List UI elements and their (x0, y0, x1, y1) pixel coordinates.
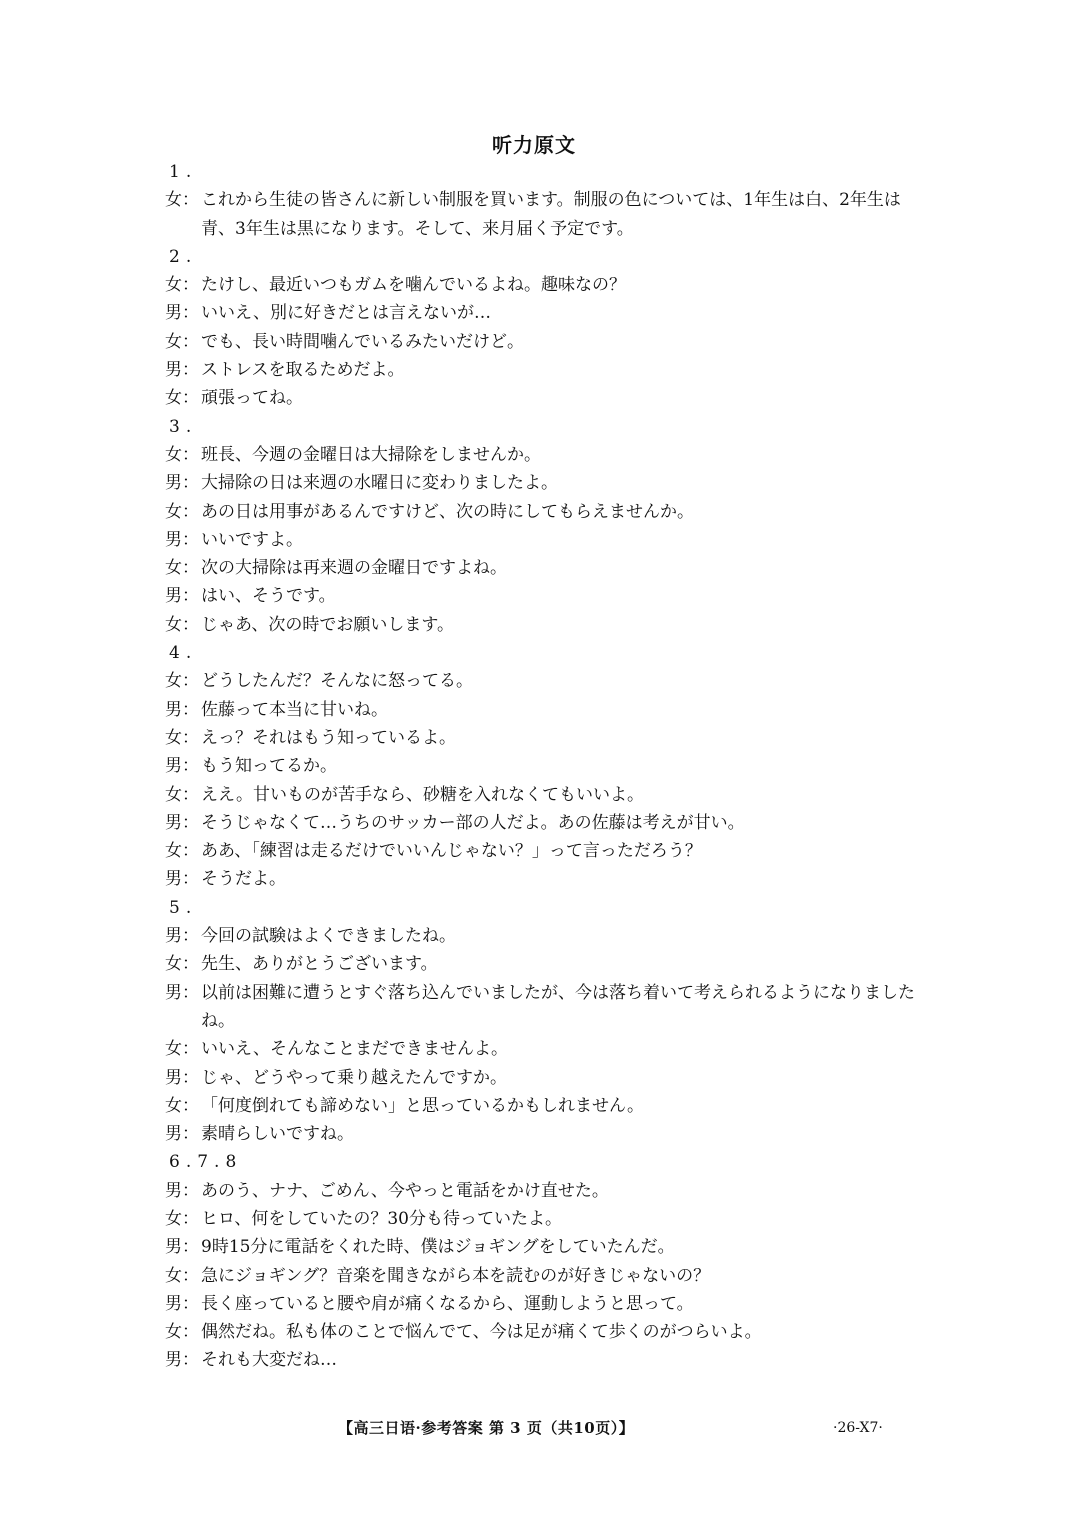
speaker-label: 女： (165, 558, 199, 579)
dialogue-text: 長く座っていると腰や肩が痛くなるから、運動しようと思って。 (201, 1293, 694, 1314)
dialogue-text: いいですよ。 (201, 529, 303, 550)
dialogue-line (165, 950, 925, 978)
speaker-label: 男： (165, 869, 199, 890)
dialogue-line (165, 837, 925, 865)
dialogue-line (165, 1120, 925, 1148)
speaker-label: 女： (165, 1208, 199, 1229)
speaker-label: 男： (165, 1180, 199, 1201)
footer-code: ·26-X7· (833, 1420, 883, 1436)
dialogue-line (165, 809, 925, 837)
speaker-label: 女： (165, 954, 199, 975)
speaker-label: 男： (165, 360, 199, 381)
dialogue-line (165, 1290, 925, 1318)
dialogue-text: どうしたんだ？そんなに怒ってる。 (201, 671, 473, 692)
dialogue-text: 9時15分に電話をくれた時、僕はジョギングをしていたんだ。 (201, 1237, 675, 1258)
dialogue-line (165, 611, 925, 639)
dialogue-line (165, 696, 925, 724)
dialogue-line (165, 1035, 925, 1063)
dialogue-line (165, 752, 925, 780)
dialogue-text: ああ、「練習は走るだけでいいんじゃない？」って言っただろう？ (201, 841, 702, 862)
speaker-label: 男： (165, 1293, 199, 1314)
dialogue-text: 大掃除の日は来週の水曜日に変わりましたよ。 (201, 473, 558, 494)
speaker-label: 女： (165, 444, 199, 465)
dialogue-text: 先生、ありがとうございます。 (201, 954, 438, 975)
dialogue-text: 素晴らしいですね。 (201, 1124, 354, 1145)
dialogue-text: 偶然だね。私も体のことで悩んでて、今は足が痛くて歩くのがつらいよ。 (201, 1322, 762, 1343)
section-number: 5. (169, 897, 198, 918)
dialogue-line (165, 1177, 925, 1205)
dialogue-text: 以前は困難に遭うとすぐ落ち込んでいましたが、今は落ち着いて考えられるようになりましたね。 (201, 982, 915, 1031)
dialogue-line (165, 667, 925, 695)
section-number: 6.7.8 (169, 1152, 243, 1173)
section-number: 4. (169, 643, 198, 664)
dialogue-line (165, 865, 925, 893)
speaker-label: 男： (165, 812, 199, 833)
dialogue-line (165, 724, 925, 752)
speaker-label: 女： (165, 1095, 199, 1116)
speaker-label: 女： (165, 331, 199, 352)
dialogue-text: いいえ、そんなことまだできませんよ。 (201, 1039, 509, 1060)
dialogue-text: じゃあ、次の時でお願いします。 (201, 614, 454, 635)
dialogue-line (165, 1262, 925, 1290)
section-number: 1. (169, 162, 198, 182)
dialogue-text: ええ。甘いものが苦手なら、砂糖を入れなくてもいいよ。 (201, 784, 645, 805)
speaker-label: 男： (165, 1237, 199, 1258)
dialogue-line (165, 1318, 925, 1346)
speaker-label: 女： (165, 671, 199, 692)
speaker-label: 男： (165, 1350, 199, 1371)
dialogue-line (165, 1064, 925, 1092)
dialogue-text: 佐藤って本当に甘いね。 (201, 699, 388, 720)
dialogue-line (165, 1092, 925, 1120)
speaker-label: 男： (165, 926, 199, 947)
speaker-label: 男： (165, 699, 199, 720)
transcript-body (165, 158, 925, 1375)
dialogue-text: ヒロ、何をしていたの？30分も待っていたよ。 (201, 1208, 562, 1229)
dialogue-line (165, 271, 925, 299)
dialogue-text: いいえ、別に好きだとは言えないが… (201, 303, 492, 324)
dialogue-text: 「何度倒れても諦めない」と思っているかもしれません。 (201, 1095, 645, 1116)
dialogue-line (165, 186, 925, 243)
speaker-label: 女： (165, 275, 199, 296)
dialogue-line (165, 979, 925, 1036)
dialogue-text: ストレスを取るためだよ。 (201, 360, 405, 381)
dialogue-line (165, 441, 925, 469)
footer-page-info: 【高三日语·参考答案 第 3 页（共10页）】 (338, 1419, 635, 1437)
dialogue-text: それも大変だね… (201, 1350, 337, 1371)
speaker-label: 男： (165, 303, 199, 324)
section-number: 2. (169, 246, 198, 267)
speaker-label: 男： (165, 586, 199, 607)
dialogue-text: でも、長い時間噛んでいるみたいだけど。 (201, 331, 524, 352)
dialogue-text: 班長、今週の金曜日は大掃除をしませんか。 (201, 444, 541, 465)
dialogue-text: えっ？それはもう知っているよ。 (201, 727, 456, 748)
section-number: 3. (169, 416, 198, 437)
speaker-label: 男： (165, 529, 199, 550)
dialogue-line (165, 1233, 925, 1261)
speaker-label: 女： (165, 1322, 199, 1343)
dialogue-line (165, 328, 925, 356)
page-title: 听力原文 (492, 133, 576, 157)
dialogue-text: あの日は用事があるんですけど、次の時にしてもらえませんか。 (201, 501, 694, 522)
dialogue-text: はい、そうです。 (201, 586, 336, 607)
dialogue-line (165, 1346, 925, 1374)
dialogue-line (165, 526, 925, 554)
speaker-label: 女： (165, 388, 199, 409)
dialogue-line (165, 384, 925, 412)
dialogue-text: 次の大掃除は再来週の金曜日ですよね。 (201, 558, 507, 579)
speaker-label: 男： (165, 756, 199, 777)
speaker-label: 女： (165, 1039, 199, 1060)
dialogue-line (165, 781, 925, 809)
dialogue-text: たけし、最近いつもガムを噛んでいるよね。趣味なの？ (201, 275, 626, 296)
dialogue-line (165, 498, 925, 526)
speaker-label: 女： (165, 190, 199, 211)
dialogue-text: 今回の試験はよくできましたね。 (201, 926, 456, 947)
dialogue-line (165, 922, 925, 950)
speaker-label: 女： (165, 727, 199, 748)
dialogue-text: 頑張ってね。 (201, 388, 303, 409)
speaker-label: 女： (165, 784, 199, 805)
dialogue-text: そうだよ。 (201, 869, 286, 890)
dialogue-line (165, 469, 925, 497)
speaker-label: 男： (165, 473, 199, 494)
speaker-label: 男： (165, 1124, 199, 1145)
speaker-label: 男： (165, 1067, 199, 1088)
dialogue-text: 急にジョギング？音楽を聞きながら本を読むのが好きじゃないの？ (201, 1265, 711, 1286)
speaker-label: 女： (165, 1265, 199, 1286)
speaker-label: 男： (165, 982, 199, 1003)
speaker-label: 女： (165, 614, 199, 635)
speaker-label: 女： (165, 501, 199, 522)
dialogue-text: そうじゃなくて…うちのサッカー部の人だよ。あの佐藤は考えが甘い。 (201, 812, 745, 833)
dialogue-line (165, 356, 925, 384)
dialogue-line (165, 1205, 925, 1233)
dialogue-text: これから生徒の皆さんに新しい制服を買います。制服の色については、1年生は白、2年生は青、3年生は黒になります。そして、来月届く予定です。 (201, 190, 901, 239)
dialogue-text: じゃ、どうやって乗り越えたんですか。 (201, 1067, 507, 1088)
dialogue-text: もう知ってるか。 (201, 756, 337, 777)
dialogue-line (165, 554, 925, 582)
dialogue-line (165, 582, 925, 610)
speaker-label: 女： (165, 841, 199, 862)
dialogue-text: あのう、ナナ、ごめん、今やっと電話をかけ直せた。 (201, 1180, 609, 1201)
dialogue-line (165, 299, 925, 327)
